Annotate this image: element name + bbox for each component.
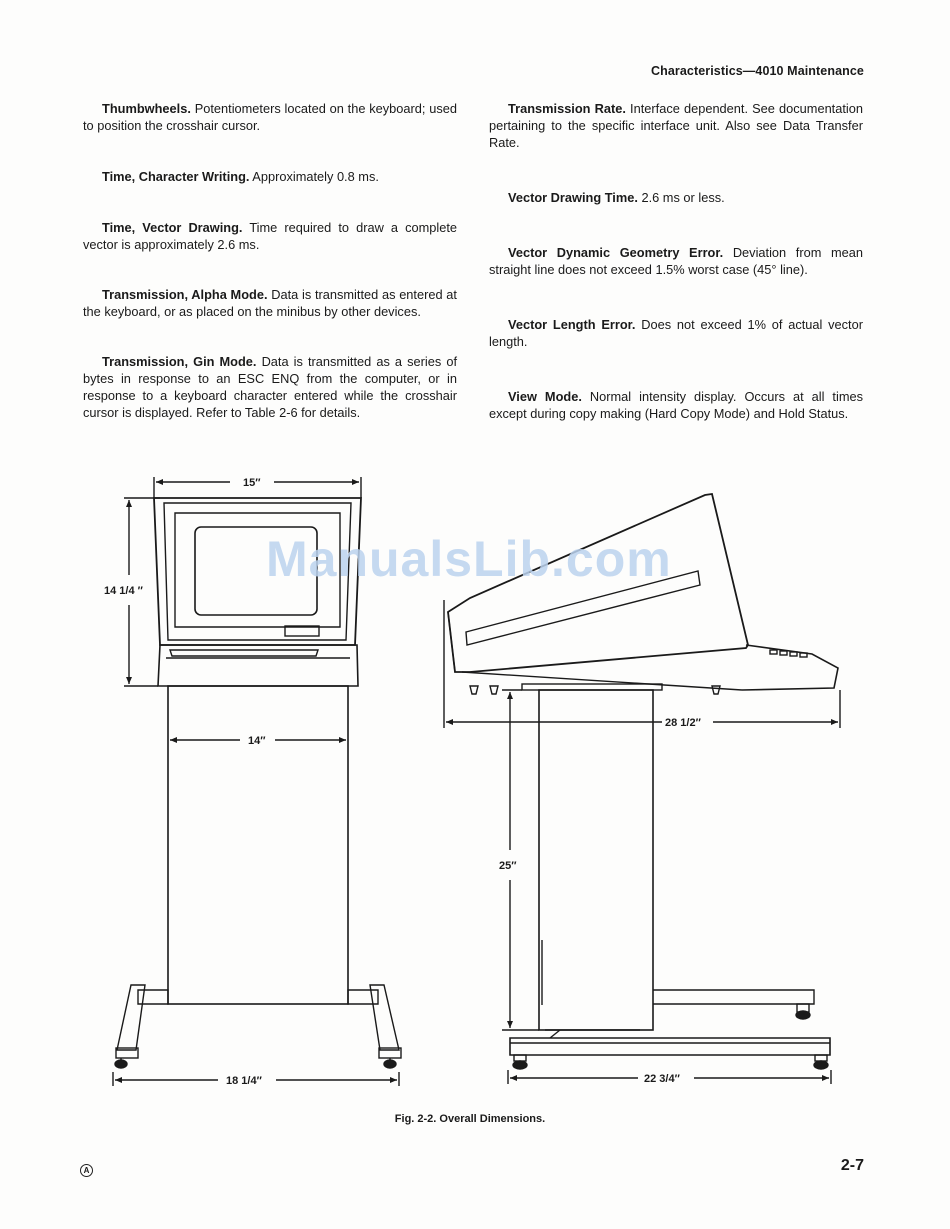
entry-text: Does not exceed 1% of actual vector length. [489,317,863,349]
entry-term: Vector Length Error. [508,317,636,332]
entry-term: Transmission Rate. [508,101,626,116]
entry-term: Transmission, Gin Mode. [102,354,257,369]
entry-text: Approximately 0.8 ms. [249,169,379,184]
dim-label: 14 1/4 ″ [104,585,143,597]
dim-label: 18 1/4″ [226,1075,262,1087]
front-view-terminal [115,477,401,1068]
dimension-drawing [0,460,950,1100]
glossary-entry [489,244,863,278]
glossary-entry [83,219,457,253]
glossary-entry [489,100,863,151]
entry-text: Potentiometers located on the keyboard; used to position the crosshair cursor. [83,101,457,133]
entry-text: Time required to draw a complete vector is approximately 2.6 ms. [83,220,457,252]
glossary-entry [489,388,863,422]
revision-marker: A [80,1164,93,1177]
entry-term: Vector Dynamic Geometry Error. [508,245,724,260]
glossary-entry [83,353,457,421]
glossary-entry [83,286,457,320]
entry-text: Deviation from mean straight line does not exceed 1.5% worst case (45° line). [489,245,864,277]
glossary-entry [83,168,457,185]
entry-term: Transmission, Alpha Mode. [102,287,268,302]
glossary-entry [83,100,457,134]
left-column [83,100,457,455]
entry-term: Time, Vector Drawing. [102,220,243,235]
entry-text: Data is transmitted as entered at the keyboard, or as placed on the minibus by other devices. [83,287,457,319]
dim-label: 25″ [499,860,517,872]
glossary-entry [489,189,863,206]
glossary-entry [489,316,863,350]
dim-label: 15″ [243,477,261,489]
dim-label: 14″ [248,735,266,747]
side-view-terminal [448,494,838,1069]
entry-text: Data is transmitted as a series of bytes in response to an ESC ENQ from the computer, or in response to a keyboard character entered while the crosshair cursor is displayed. Refer to Table 2-6 for details. [83,354,457,420]
watermark: ManualsLib.com [266,531,672,587]
running-header: Characteristics—4010 Maintenance [650,64,864,78]
entry-term: Vector Drawing Time. [508,190,638,205]
dim-label: 28 1/2″ [665,717,701,729]
entry-term: Time, Character Writing. [102,169,250,184]
entry-text: Normal intensity display. Occurs at all times except during copy making (Hard Copy Mode) and Hold Status. [489,389,864,421]
figure-caption: Fig. 2-2. Overall Dimensions. [394,1113,546,1125]
entry-term: Thumbwheels. [102,101,191,116]
entry-term: View Mode. [508,389,582,404]
entry-text: 2.6 ms or less. [637,190,725,205]
right-column [489,100,863,456]
page-number: 2-7 [840,1157,864,1174]
dim-label: 22 3/4″ [644,1073,680,1085]
entry-text: Interface dependent. See documentation pertaining to the specific interface unit. Also see Data Transfer Rate. [489,101,863,150]
